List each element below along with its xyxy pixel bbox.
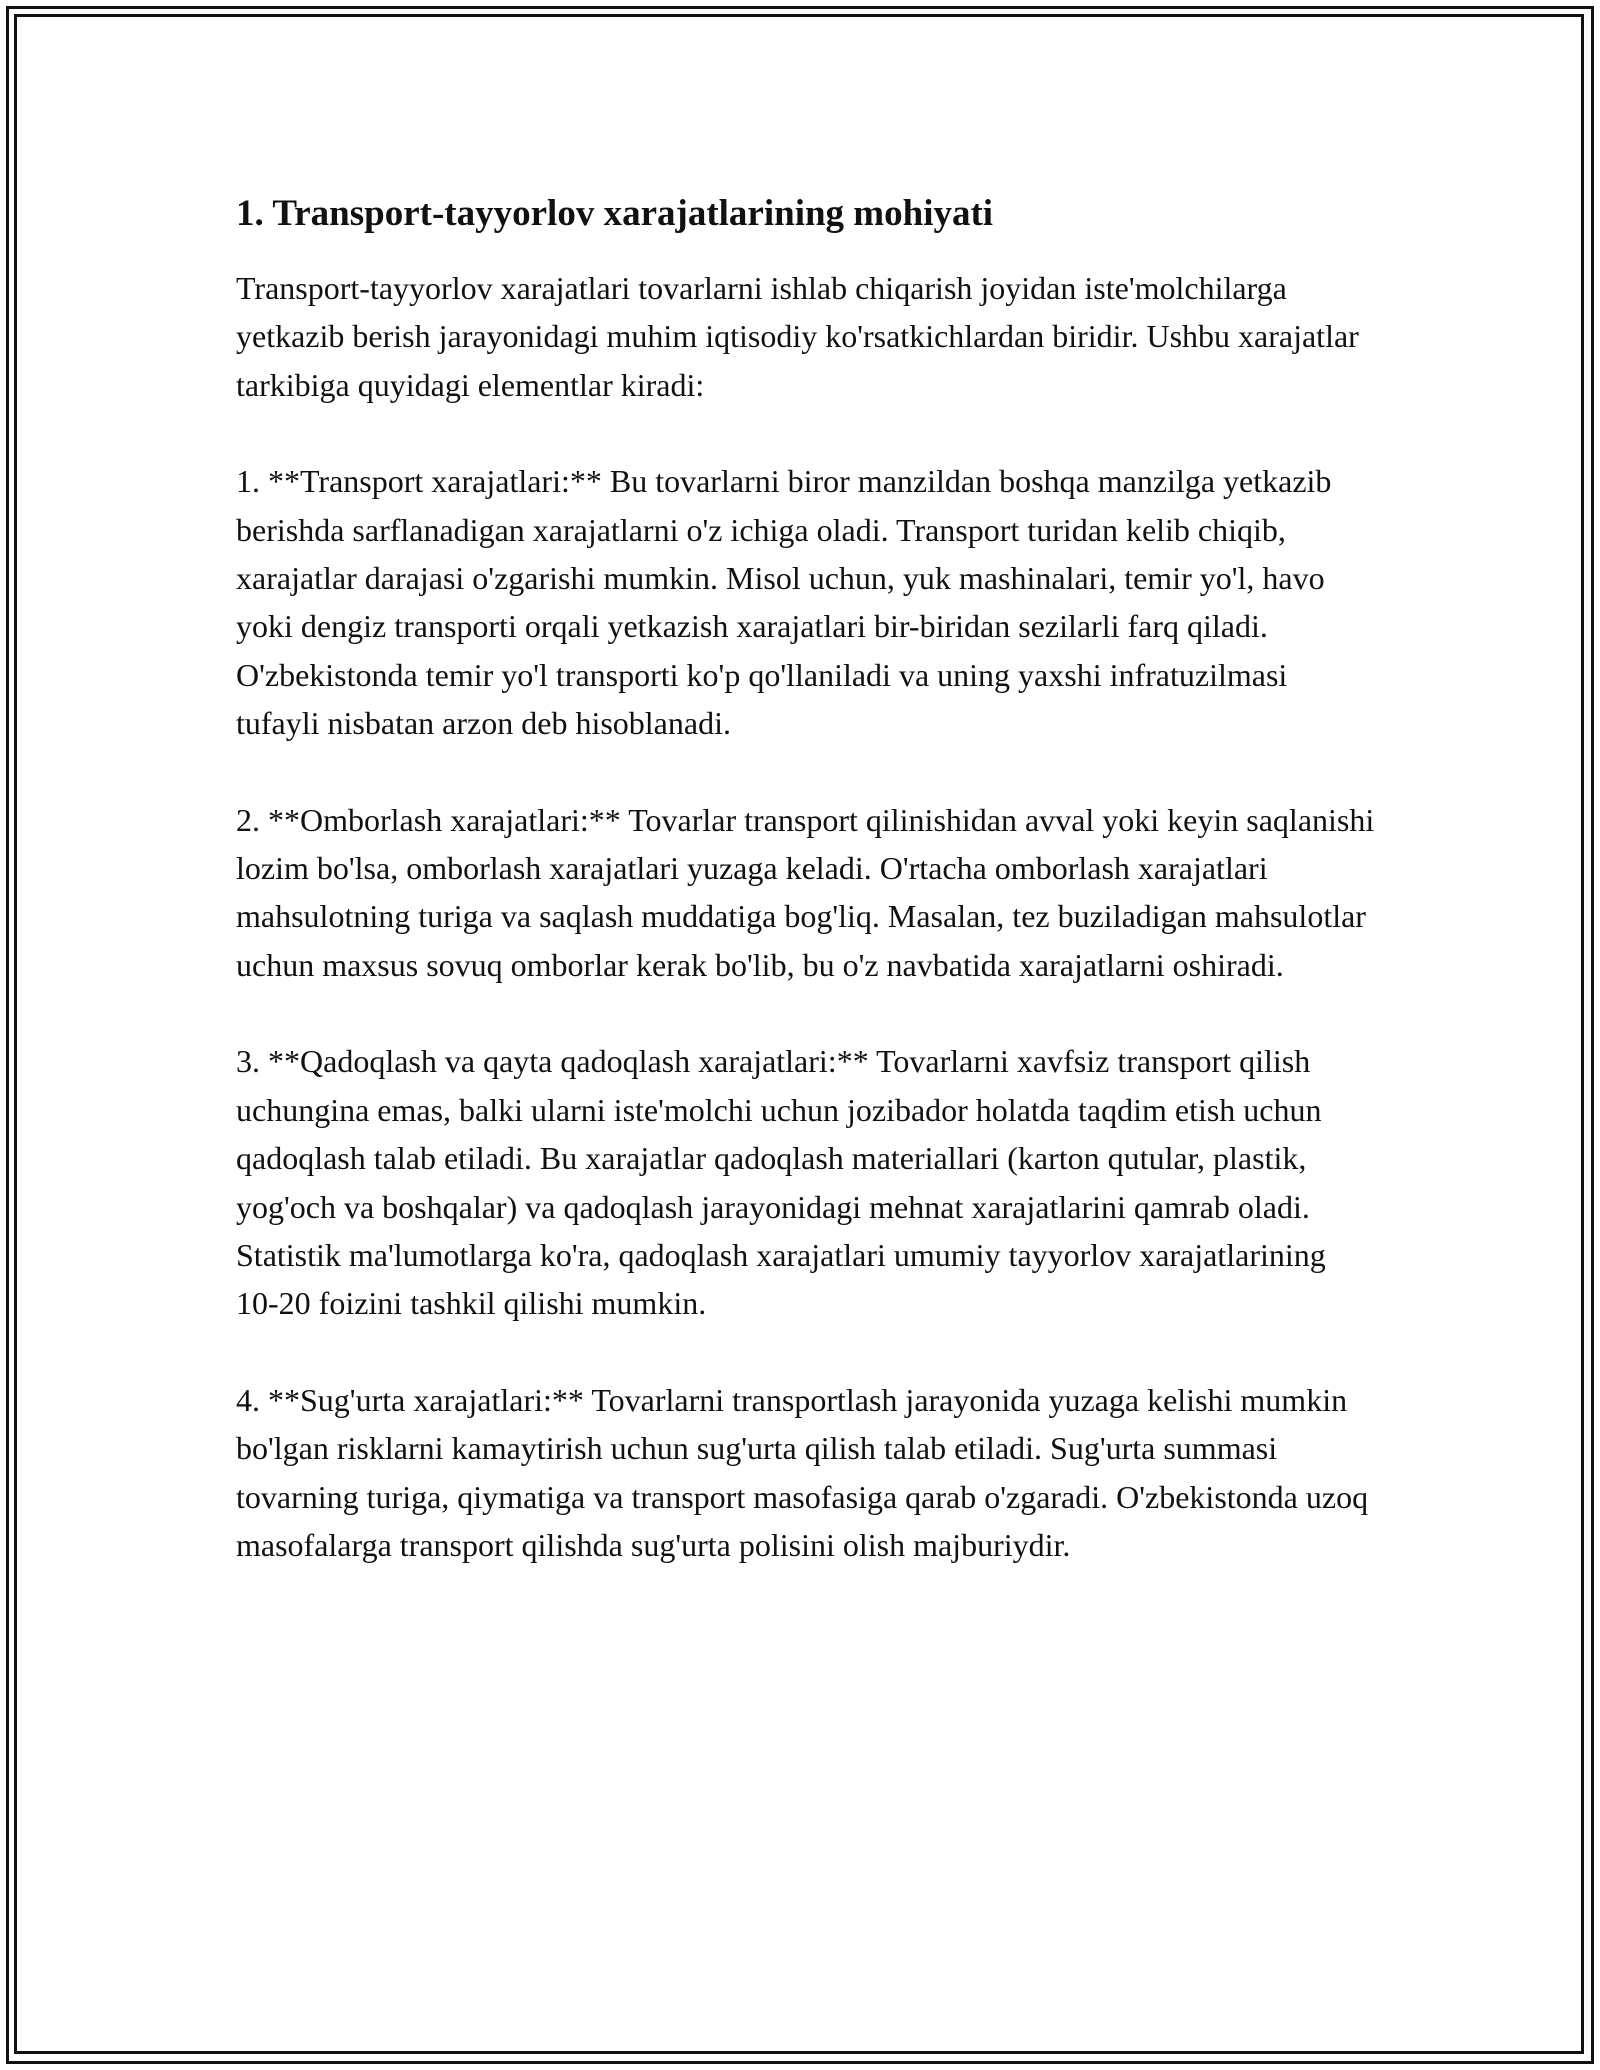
document-body bbox=[236, 186, 1376, 1617]
intro-paragraph: Transport-tayyorlov xarajatlari tovarlarni ishlab chiqarish joyidan iste'molchilarga yetkazib berish jarayonidagi muhim iqtisodiy ko'rsatkichlardan biridir. Ushbu xarajatlar tarkibiga quyidagi elementlar kiradi: bbox=[236, 270, 1359, 403]
document-title: 1. Transport-tayyorlov xarajatlarining mohiyati bbox=[236, 193, 994, 234]
insurance-costs-paragraph: 4. **Sug'urta xarajatlari:** Tovarlarni transportlash jarayonida yuzaga kelishi mumkin bo'lgan risklarni kamaytirish uchun sug'urta qilish talab etiladi. Sug'urta summasi tovarning turiga, qiymatiga va transport masofasiga qarab o'zgaradi. O'zbekistonda uzoq masofalarga transport qilishda sug'urta polisini olish majburiydir. bbox=[236, 1381, 1369, 1563]
storage-costs-paragraph: 2. **Omborlash xarajatlari:** Tovarlar transport qilinishidan avval yoki keyin saqlanishi lozim bo'lsa, omborlash xarajatlari yuzaga keladi. O'rtacha omborlash xarajatlari mahsulotning turiga va saqlash muddatiga bog'liq. Masalan, tez buziladigan mahsulotlar uchun maxsus sovuq omborlar kerak bo'lib, bu o'z navbatida xarajatlarni oshiradi. bbox=[236, 801, 1375, 983]
transport-costs-paragraph: 1. **Transport xarajatlari:** Bu tovarlarni biror manzildan boshqa manzilga yetkazib berishda sarflanadigan xarajatlarni o'z ichiga oladi. Transport turidan kelib chiqib, xarajatlar darajasi o'zgarishi mumkin. Misol uchun, yuk mashinalari, temir yo'l, havo yoki dengiz transporti orqali yetkazish xarajatlari bir-biridan sezilarli farq qiladi. O'zbekistonda temir yo'l transporti ko'p qo'llaniladi va uning yaxshi infratuzilmasi tufayli nisbatan arzon deb hisoblanadi. bbox=[236, 463, 1332, 742]
packaging-costs-paragraph: 3. **Qadoqlash va qayta qadoqlash xarajatlari:** Tovarlarni xavfsiz transport qilish uchungina emas, balki ularni iste'molchi uchun jozibador holatda taqdim etish uchun qadoqlash talab etiladi. Bu xarajatlar qadoqlash materiallari (karton qutular, plastik, yog'och va boshqalar) va qadoqlash jarayonidagi mehnat xarajatlarini qamrab oladi. Statistik ma'lumotlarga ko'ra, qadoqlash xarajatlari umumiy tayyorlov xarajatlarining 10-20 foizini tashkil qilishi mumkin. bbox=[236, 1043, 1326, 1322]
